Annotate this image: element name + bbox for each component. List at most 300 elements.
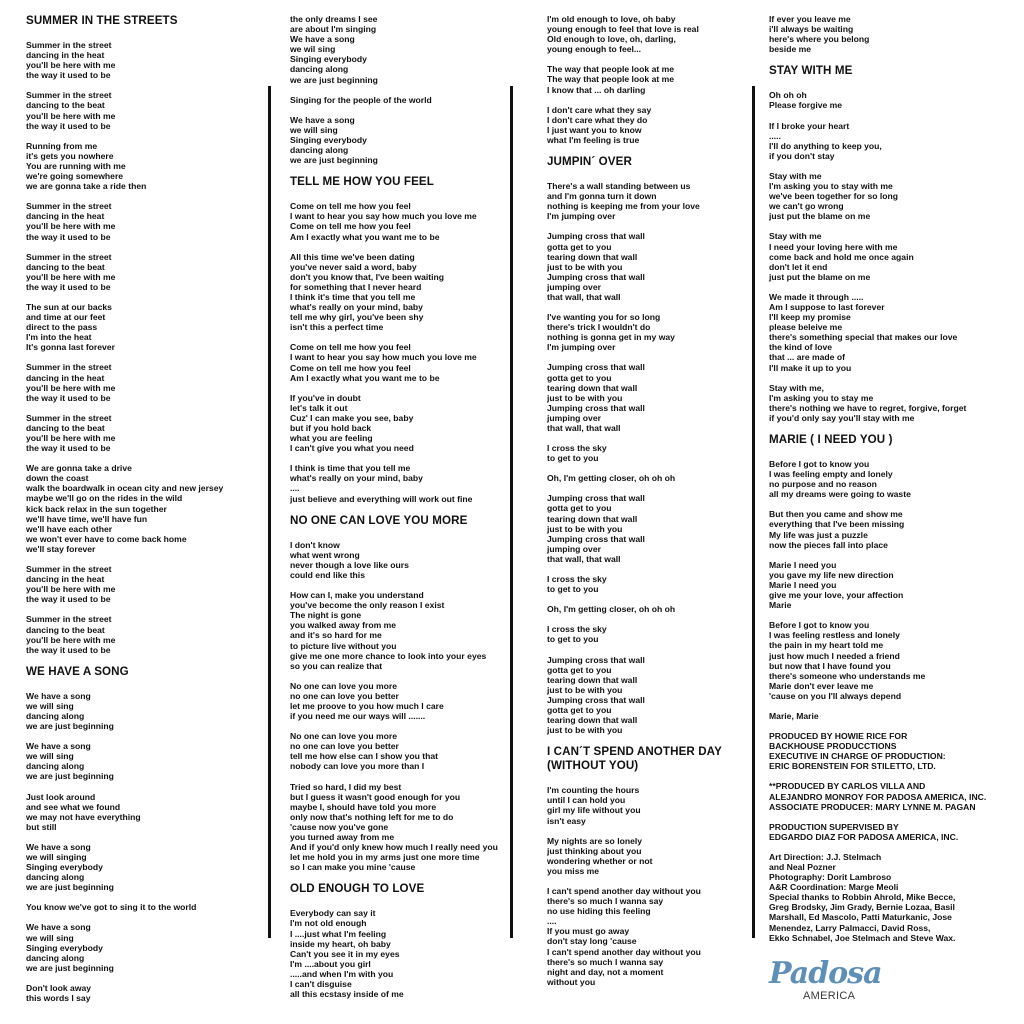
stanza <box>290 393 512 454</box>
lyric-line: down the coast <box>26 473 89 484</box>
lyric-line: gotta get to you <box>547 372 612 383</box>
lyric-line: you gave my life new direction <box>769 569 894 580</box>
lyric-line: I can't disguise <box>290 979 352 990</box>
song-title-summer-in-the-streets: SUMMER IN THE STREETS <box>26 14 178 27</box>
lyric-line: I've wanting you for so long <box>547 312 661 323</box>
lyric-line: We have a song <box>26 841 91 852</box>
lyric-line: Jumping cross that wall <box>547 362 645 373</box>
stanza <box>290 681 512 721</box>
lyric-line: Summer in the street <box>26 40 112 50</box>
lyric-line: there's something special that makes our love <box>769 332 958 343</box>
stanza <box>26 252 258 292</box>
song-title-i-can-t-spend-another-day-without-you: I CAN´T SPEND ANOTHER DAY (WITHOUT YOU) <box>547 745 722 773</box>
lyric-line: the way it used to be <box>26 281 111 292</box>
lyric-line: you've never said a word, baby <box>290 261 417 272</box>
column-divider-3 <box>752 86 755 938</box>
lyric-line: so you can realize that <box>290 660 383 671</box>
stanza <box>26 983 258 1003</box>
lyric-line: PRODUCTION SUPERVISED BY <box>769 821 899 832</box>
stanza <box>769 383 991 423</box>
lyric-line: And if you'd only knew how much I really need you <box>290 842 498 853</box>
stanza <box>547 181 752 221</box>
lyric-line: ERIC BORENSTEIN FOR STILETTO, LTD. <box>769 761 936 772</box>
lyric-line: we are just beginning <box>290 74 378 85</box>
stanza <box>547 836 752 876</box>
lyric-line: gotta get to you <box>547 503 612 514</box>
lyric-line: I'm asking you to stay with me <box>769 181 893 192</box>
lyric-line: Marie don't ever leave me <box>769 680 874 691</box>
stanza <box>26 741 258 781</box>
lyric-line: you'll be here with me <box>26 110 116 121</box>
lyric-line: we are just beginning <box>290 155 378 166</box>
lyric-line: you walked away from me <box>290 620 397 631</box>
padosa-america-logo <box>769 956 882 1006</box>
lyric-line: no use hiding this feeling <box>547 906 651 917</box>
lyric-line: dancing in the heat <box>26 574 105 585</box>
lyric-line: Summer in the street <box>26 362 112 373</box>
lyric-line: Come on tell me how you feel <box>290 201 411 212</box>
stanza <box>26 902 258 912</box>
lyric-line: the way it used to be <box>26 392 111 403</box>
stanza <box>547 655 752 736</box>
lyric-line: Marie I need you <box>769 559 837 570</box>
lyric-line: EDGARDO DIAZ FOR PADOSA AMERICA, INC. <box>769 831 959 842</box>
lyric-line: Stay with me, <box>769 382 824 393</box>
stanza <box>547 443 752 463</box>
lyric-line: beside me <box>769 44 812 55</box>
lyric-line: I think it's time that you tell me <box>290 291 416 302</box>
stanza <box>547 312 752 352</box>
lyric-line: you'll be here with me <box>26 433 116 443</box>
song-title-no-one-can-love-you-more: NO ONE CAN LOVE YOU MORE <box>290 513 468 527</box>
stanza <box>26 691 258 731</box>
stanza <box>547 64 752 94</box>
logo-brand: Padosa <box>769 956 882 991</box>
lyric-line: we are just beginning <box>26 962 114 973</box>
lyric-line: just put the blame on me <box>769 211 871 222</box>
lyric-line: Oh, I'm getting closer, oh oh oh <box>547 473 676 484</box>
stanza <box>290 95 512 105</box>
lyric-line: we'll have each other <box>26 523 113 534</box>
lyric-line: tell me why girl, you've been shy <box>290 312 424 323</box>
lyric-line: just to be with you <box>547 684 623 695</box>
lyric-line: here's where you belong <box>769 34 870 45</box>
lyric-line: A&R Coordination: Marge Meoli <box>769 882 899 893</box>
lyric-line: we are just beginning <box>26 771 114 782</box>
lyric-line: it's gets you nowhere <box>26 150 114 161</box>
stanza <box>26 614 258 654</box>
lyric-line: give me one more chance to look into your eyes <box>290 650 487 661</box>
lyric-line: but if you hold back <box>290 423 372 433</box>
lyric-line: I'm ....about you girl <box>290 958 371 969</box>
lyric-line: but now that I have found you <box>769 660 891 671</box>
lyric-line: to picture live without you <box>290 640 397 651</box>
lyric-line: without you <box>547 976 596 987</box>
lyrics-column-1 <box>26 14 258 1013</box>
lyric-line: The way that people look at me <box>547 64 675 75</box>
lyric-line: Cuz' I can make you see, baby <box>290 412 414 423</box>
lyric-line: kick back relax in the sun together <box>26 503 167 514</box>
lyric-line: The night is gone <box>290 610 362 621</box>
stanza <box>769 14 991 54</box>
lyric-line: direct to the pass <box>26 322 98 333</box>
lyric-line: Summer in the street <box>26 90 112 101</box>
lyric-line: I ....just what I'm feeling <box>290 928 387 939</box>
lyric-line: to get to you <box>547 584 599 595</box>
lyric-line: There's a wall standing between us <box>547 181 691 192</box>
lyric-line: we will sing <box>26 751 74 762</box>
lyric-line: Summer in the street <box>26 614 112 625</box>
lyric-line: Singing everybody <box>290 134 367 145</box>
lyric-line: We made it through ..... <box>769 291 864 302</box>
lyric-line: Jumping cross that wall <box>547 493 645 504</box>
lyric-line: But then you came and show me <box>769 509 903 520</box>
song-title-we-have-a-song: WE HAVE A SONG <box>26 664 129 678</box>
lyric-line: Everybody can say it <box>290 908 376 919</box>
song-title-old-enough-to-love: OLD ENOUGH TO LOVE <box>290 882 425 896</box>
lyric-line: jumping over <box>547 412 601 423</box>
lyric-line: Marshall, Ed Mascolo, Patti Maturkanic, Jose <box>769 912 952 923</box>
lyric-line: if you'd only say you'll stay with me <box>769 412 915 423</box>
lyric-line: and see what we found <box>26 801 121 812</box>
lyric-line: Don't look away <box>26 982 92 993</box>
lyric-line: Before I got to know you <box>769 459 870 469</box>
lyric-line: tearing down that wall <box>547 382 638 393</box>
stanza <box>290 115 512 165</box>
lyric-line: If I broke your heart <box>769 120 850 131</box>
lyric-line: Please forgive me <box>769 100 843 111</box>
lyric-line: You are running with me <box>26 160 126 171</box>
lyric-line: No one can love you more <box>290 680 397 691</box>
lyric-line: Summer in the street <box>26 412 112 423</box>
lyric-line: that wall, that wall <box>547 291 621 302</box>
lyric-line: My nights are so lonely <box>547 835 643 846</box>
lyric-line: now the pieces fall into place <box>769 539 888 550</box>
lyric-line: I want to hear you say how much you love me <box>290 211 477 222</box>
lyric-line: 'cause on you I'll always depend <box>769 690 902 701</box>
lyric-line: I can't give you what you need <box>290 443 414 454</box>
lyric-line: Summer in the street <box>26 564 112 575</box>
lyric-line: and it's so hard for me <box>290 630 382 641</box>
lyric-line: give me your love, your affection <box>769 590 904 601</box>
lyric-line: Singing everybody <box>26 942 103 953</box>
lyric-line: tearing down that wall <box>547 674 638 685</box>
stanza <box>290 731 512 771</box>
lyric-line: you'll be here with me <box>26 60 116 71</box>
lyric-line: we're going somewhere <box>26 171 124 182</box>
lyric-line: Come on tell me how you feel <box>290 362 411 373</box>
lyric-line: Am I suppose to last forever <box>769 301 885 312</box>
lyric-line: I know that ... oh darling <box>547 84 646 95</box>
lyric-line: to get to you <box>547 634 599 645</box>
lyrics-column-4 <box>769 14 991 953</box>
lyric-line: please beleive me <box>769 322 843 333</box>
lyric-line: My life was just a puzzle <box>769 529 868 540</box>
lyric-line: no one can love you better <box>290 741 399 752</box>
lyric-line: what you are feeling <box>290 433 373 444</box>
lyric-line: the only dreams I see <box>290 14 378 24</box>
lyric-line: Come on tell me how you feel <box>290 221 411 232</box>
lyric-line: walk the boardwalk in ocean city and new jersey <box>26 483 224 494</box>
lyric-line: Jumping cross that wall <box>547 694 645 705</box>
lyric-line: I'm into the heat <box>26 332 92 343</box>
lyric-line: and I'm gonna turn it down <box>547 191 657 202</box>
lyric-line: that wall, that wall <box>547 423 621 433</box>
lyric-line: jumping over <box>547 281 601 292</box>
lyric-line: we will sing <box>26 700 74 711</box>
lyric-line: don't you know that, I've been waiting <box>290 271 445 282</box>
lyric-line: you'll be here with me <box>26 634 116 645</box>
lyric-line: the kind of love <box>769 342 833 353</box>
lyric-line: How can I, make you understand <box>290 590 424 601</box>
stanza <box>26 842 258 892</box>
lyric-line: i'll always be waiting <box>769 24 854 35</box>
lyric-line: the pain in my heart told me <box>769 640 884 651</box>
lyric-line: dancing along <box>26 761 85 772</box>
lyric-line: we may not have everything <box>26 811 141 822</box>
stanza <box>547 473 752 483</box>
lyric-line: Old enough to love, oh, darling, <box>547 34 676 45</box>
stanza <box>769 90 991 110</box>
lyric-line: Am I exactly what you want me to be <box>290 372 440 383</box>
stanza <box>26 201 258 241</box>
lyric-line: just to be with you <box>547 261 623 272</box>
lyric-line: only now that's nothing left for me to do <box>290 811 454 822</box>
lyric-line: Special thanks to Robbin Ahrold, Mike Becce, <box>769 892 956 903</box>
lyric-line: dancing along <box>290 145 349 156</box>
lyric-line: nobody can love you more than I <box>290 761 425 772</box>
lyric-line: Stay with me <box>769 231 822 242</box>
lyric-line: We have a song <box>290 114 355 125</box>
lyric-line: no purpose and no reason <box>769 479 877 490</box>
lyric-line: you'll be here with me <box>26 584 116 595</box>
lyric-line: that ... are made of <box>769 352 845 363</box>
lyric-line: gotta get to you <box>547 241 612 252</box>
lyric-line: nothing is keeping me from your love <box>547 201 700 212</box>
lyric-line: We have a song <box>26 690 91 701</box>
lyric-line: Singing everybody <box>26 862 103 873</box>
lyric-line: .... <box>290 483 300 494</box>
lyric-line: dancing in the heat <box>26 211 105 222</box>
lyric-line: the way it used to be <box>26 231 111 242</box>
lyric-line: tearing down that wall <box>547 513 638 524</box>
lyric-line: we wil sing <box>290 44 336 55</box>
stanza <box>769 509 991 549</box>
stanza <box>547 785 752 825</box>
stanza <box>547 574 752 594</box>
lyric-line: let's talk it out <box>290 402 348 413</box>
lyric-line: just to be with you <box>547 725 623 736</box>
lyric-line: tell me how else can I show you that <box>290 751 439 762</box>
lyric-line: **PRODUCED BY CARLOS VILLA AND <box>769 781 926 792</box>
lyric-line: dancing to the beat <box>26 624 105 635</box>
lyric-line: we will sing <box>26 932 74 943</box>
lyric-line: just believe and everything will work out fine <box>290 493 473 504</box>
lyric-line: Jumping cross that wall <box>547 231 645 242</box>
lyric-line: let me hold you in my arms just one more time <box>290 852 480 863</box>
column-divider-1 <box>268 86 271 938</box>
lyric-line: never though a love like ours <box>290 559 409 570</box>
lyric-line: .... <box>547 916 557 927</box>
lyric-line: If ever you leave me <box>769 14 851 24</box>
stanza <box>26 302 258 352</box>
stanza <box>769 781 991 811</box>
stanza <box>26 90 258 130</box>
lyric-line: I'll keep my promise <box>769 312 851 323</box>
lyric-line: we are gonna take a ride then <box>26 181 147 192</box>
lyric-line: We have a song <box>26 741 91 752</box>
lyric-line: I'm jumping over <box>547 211 616 222</box>
stanza <box>290 908 512 999</box>
song-title-jumpin-over: JUMPIN´ OVER <box>547 155 632 169</box>
lyric-line: there's someone who understands me <box>769 670 926 681</box>
lyric-line: just to be with you <box>547 523 623 534</box>
lyric-line: The sun at our backs <box>26 301 112 312</box>
lyric-line: I don't know <box>290 539 340 550</box>
stanza <box>769 171 991 221</box>
lyric-line: I can't spend another day without you <box>547 946 701 957</box>
lyric-line: dancing in the heat <box>26 372 105 383</box>
lyric-line: I cross the sky <box>547 624 607 635</box>
stanza <box>26 463 258 554</box>
lyric-line: gotta get to you <box>547 664 612 675</box>
lyric-line: the way it used to be <box>26 70 111 81</box>
stanza <box>290 590 512 671</box>
stanza <box>290 14 512 85</box>
lyric-line: you'll be here with me <box>26 221 116 232</box>
lyric-line: the way it used to be <box>26 644 111 655</box>
lyric-line: Menendez, Larry Palmacci, David Ross, <box>769 922 931 933</box>
lyric-line: what I'm feeling is true <box>547 134 640 145</box>
lyric-line: maybe I, should have told you more <box>290 801 437 812</box>
lyric-line: Tried so hard, I did my best <box>290 781 402 792</box>
lyric-line: we are just beginning <box>26 882 114 893</box>
lyric-line: let me proove to you how much I care <box>290 700 444 711</box>
lyric-line: we can't go wrong <box>769 201 844 212</box>
stanza <box>547 14 752 54</box>
lyric-line: Jumping cross that wall <box>547 402 645 413</box>
lyric-line: there's so much I wanna say <box>547 956 664 967</box>
lyric-line: all my dreams were going to waste <box>769 489 911 500</box>
stanza <box>290 342 512 382</box>
lyric-line: I just want you to know <box>547 124 642 135</box>
lyric-line: Marie, Marie <box>769 710 819 721</box>
stanza <box>26 362 258 402</box>
lyric-line: you've become the only reason I exist <box>290 600 445 611</box>
lyric-line: Can't you see it in my eyes <box>290 948 400 959</box>
lyric-line: inside my heart, oh baby <box>290 938 391 949</box>
lyric-line: Jumping cross that wall <box>547 654 645 665</box>
lyric-line: just how much I needed a friend <box>769 650 900 661</box>
lyric-line: we won't ever have to come back home <box>26 533 187 544</box>
stanza <box>26 413 258 453</box>
lyric-line: I can't spend another day without you <box>547 886 701 896</box>
lyric-line: Come on tell me how you feel <box>290 342 411 353</box>
lyric-line: you'll be here with me <box>26 271 116 282</box>
lyric-line: girl my life without you <box>547 805 641 816</box>
lyric-line: BACKHOUSE PRODUCCTIONS <box>769 741 897 752</box>
lyric-line: don't stay long 'cause <box>547 936 637 947</box>
lyric-line: I think is time that you tell me <box>290 463 411 474</box>
lyric-line: nothing is gonna get in my way <box>547 332 675 343</box>
lyric-line: I need your loving here with me <box>769 241 898 252</box>
lyrics-column-2 <box>290 14 512 1009</box>
lyric-line: ..... <box>769 130 781 141</box>
lyric-line: to get to you <box>547 453 599 464</box>
lyric-line: if you don't stay <box>769 150 835 161</box>
lyric-line: dancing along <box>290 64 349 75</box>
lyric-line: what's really on your mind, baby <box>290 473 423 484</box>
lyric-line: tearing down that wall <box>547 251 638 262</box>
lyric-line: Marie <box>769 600 792 611</box>
lyric-line: we'll stay forever <box>26 543 96 554</box>
lyric-line: I cross the sky <box>547 443 607 454</box>
lyric-line: The way that people look at me <box>547 74 675 85</box>
lyric-line: no one can love you better <box>290 690 399 701</box>
lyric-line: I cross the sky <box>547 574 607 585</box>
lyric-line: dancing to the beat <box>26 422 105 433</box>
lyric-line: I don't care what they do <box>547 114 648 125</box>
lyric-line: you'll be here with me <box>26 382 116 393</box>
lyric-line: just thinking about you <box>547 845 642 856</box>
stanza <box>547 624 752 644</box>
lyric-line: we will singing <box>26 852 87 862</box>
lyric-line: I want to hear you say how much you love me <box>290 352 477 363</box>
stanza <box>26 792 258 832</box>
lyric-line: .....and when I'm with you <box>290 968 394 979</box>
lyric-line: there's trick I wouldn't do <box>547 322 651 333</box>
lyric-line: If you've in doubt <box>290 392 361 403</box>
lyric-line: Oh oh oh <box>769 90 807 101</box>
lyric-line: so I can make you mine 'cause <box>290 862 416 873</box>
song-title-marie-i-need-you: MARIE ( I NEED YOU ) <box>769 433 893 446</box>
lyric-line: I'm old enough to love, oh baby <box>547 14 676 24</box>
stanza <box>769 711 991 721</box>
lyric-line: what's really on your mind, baby <box>290 302 423 313</box>
stanza <box>769 560 991 610</box>
lyric-line: You know we've got to sing it to the world <box>26 902 197 913</box>
lyric-line: you miss me <box>547 865 600 876</box>
lyric-line: We have a song <box>290 34 355 45</box>
stanza <box>769 459 991 499</box>
stanza <box>290 782 512 873</box>
lyric-line: I was feeling restless and lonely <box>769 630 900 641</box>
lyric-line: we've been together for so long <box>769 191 899 202</box>
lyric-line: dancing along <box>26 872 85 883</box>
lyric-line: but still <box>26 821 57 832</box>
lyric-line: until I can hold you <box>547 795 626 806</box>
lyric-line: dancing in the heat <box>26 50 105 61</box>
lyric-line: EXECUTIVE IN CHARGE OF PRODUCTION: <box>769 751 946 762</box>
lyric-line: we will sing <box>290 124 338 135</box>
lyric-line: night and day, not a moment <box>547 966 664 977</box>
lyric-line: It's gonna last forever <box>26 342 115 353</box>
lyric-line: We are gonna take a drive <box>26 463 132 474</box>
lyric-line: 'cause now you've gone <box>290 821 389 832</box>
lyric-line: ALEJANDRO MONROY FOR PADOSA AMERICA, INC. <box>769 791 987 802</box>
stanza <box>26 141 258 191</box>
lyric-line: I'm not old enough <box>290 918 367 929</box>
lyric-line: dancing along <box>26 952 85 963</box>
lyric-line: We have a song <box>26 922 91 933</box>
lyric-line: could end like this <box>290 569 365 580</box>
stanza <box>769 731 991 771</box>
lyric-line: Summer in the street <box>26 251 112 262</box>
stanza <box>26 564 258 604</box>
lyric-line: isn't easy <box>547 815 586 826</box>
lyric-line: gotta get to you <box>547 704 612 715</box>
logo-sub: AMERICA <box>803 990 856 1002</box>
